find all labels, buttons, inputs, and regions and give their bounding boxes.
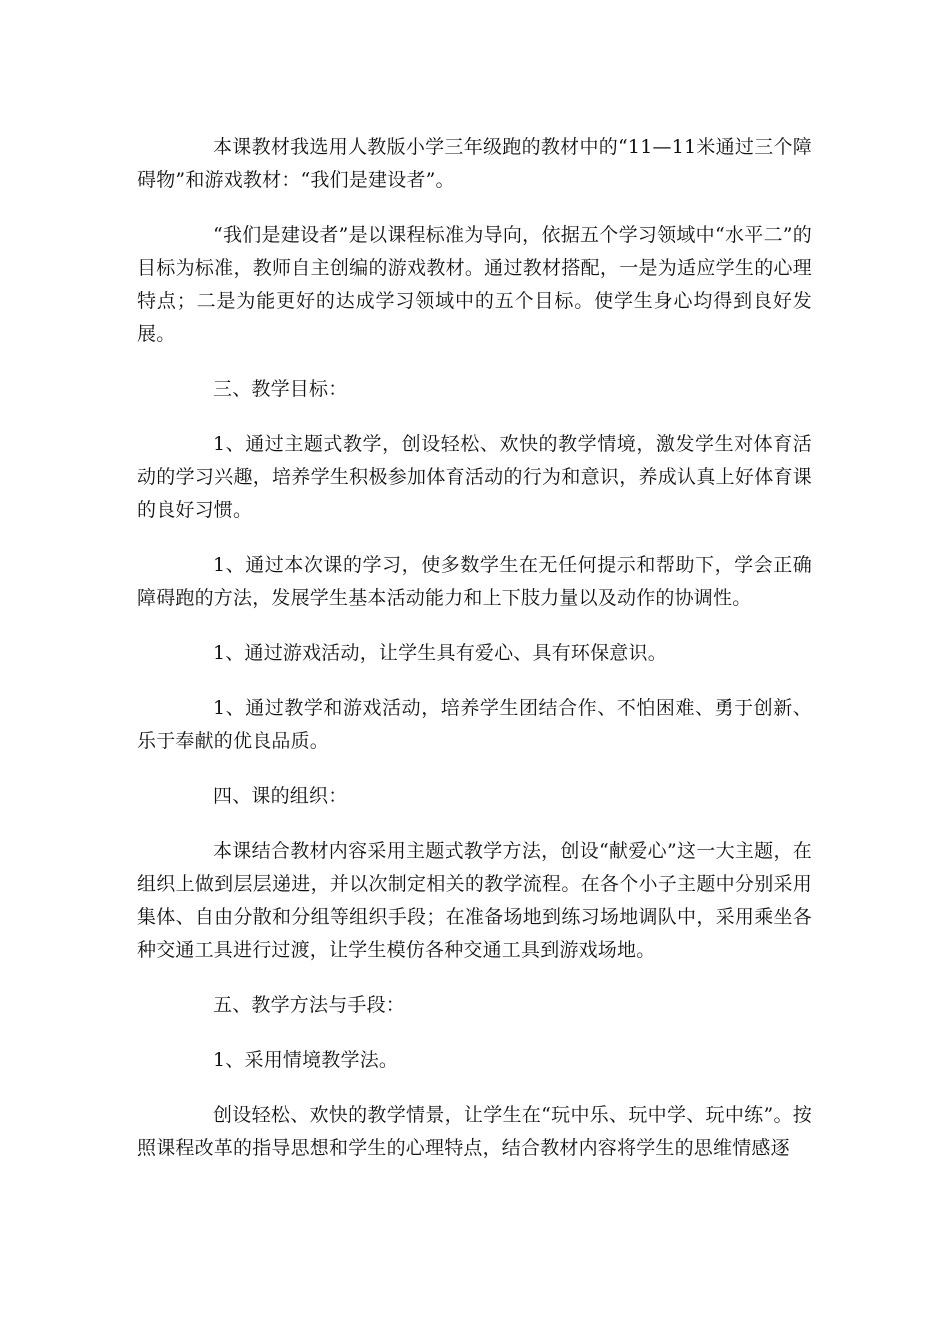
goal-item: 1、通过游戏活动，让学生具有爱心、具有环保意识。 — [213, 642, 667, 664]
section-heading-class-organization: 四、课的组织： — [213, 785, 348, 807]
goal-item: 1、通过本次课的学习，使多数学生在无任何提示和帮助下，学会正确障碍跑的方法，发展学生基本活动能力和上下肢力量以及动作的协调性。 — [137, 554, 812, 609]
paragraph-game-material: “我们是建设者”是以课程标准为导向，依据五个学习领域中“水平二”的目标为标准，教师自主创编的游戏教材。通过教材搭配，一是为适应学生的心理特点；二是为能更好的达成学习领域中的五个目标。使学生身心均得到良好发展。 — [137, 224, 812, 345]
paragraph-method-description: 创设轻松、欢快的教学情景，让学生在“玩中乐、玩中学、玩中练”。按照课程改革的指导思想和学生的心理特点，结合教材内容将学生的思维情感逐 — [137, 1104, 812, 1159]
section-heading-teaching-goals: 三、教学目标： — [213, 378, 348, 400]
section-heading-teaching-methods: 五、教学方法与手段： — [213, 994, 406, 1016]
paragraph-textbook-selection: 本课教材我选用人教版小学三年级跑的教材中的“11—11米通过三个障碍物”和游戏教材：“我们是建设者”。 — [137, 136, 812, 191]
paragraph-organization: 本课结合教材内容采用主题式教学方法，创设“献爱心”这一大主题，在组织上做到层层递进，并以次制定相关的教学流程。在各个小子主题中分别采用集体、自由分散和分组等组织手段；在准备场地到练习场地调队中，采用乘坐各种交通工具进行过渡，让学生模仿各种交通工具到游戏场地。 — [137, 840, 812, 961]
goal-item: 1、通过教学和游戏活动，培养学生团结合作、不怕困难、勇于创新、乐于奉献的优良品质。 — [137, 697, 812, 752]
document-body — [137, 131, 812, 1187]
goal-item: 1、通过主题式教学，创设轻松、欢快的教学情境，激发学生对体育活动的学习兴趣，培养学生积极参加体育活动的行为和意识，养成认真上好体育课的良好习惯。 — [137, 433, 812, 521]
method-item: 1、采用情境教学法。 — [213, 1049, 399, 1071]
